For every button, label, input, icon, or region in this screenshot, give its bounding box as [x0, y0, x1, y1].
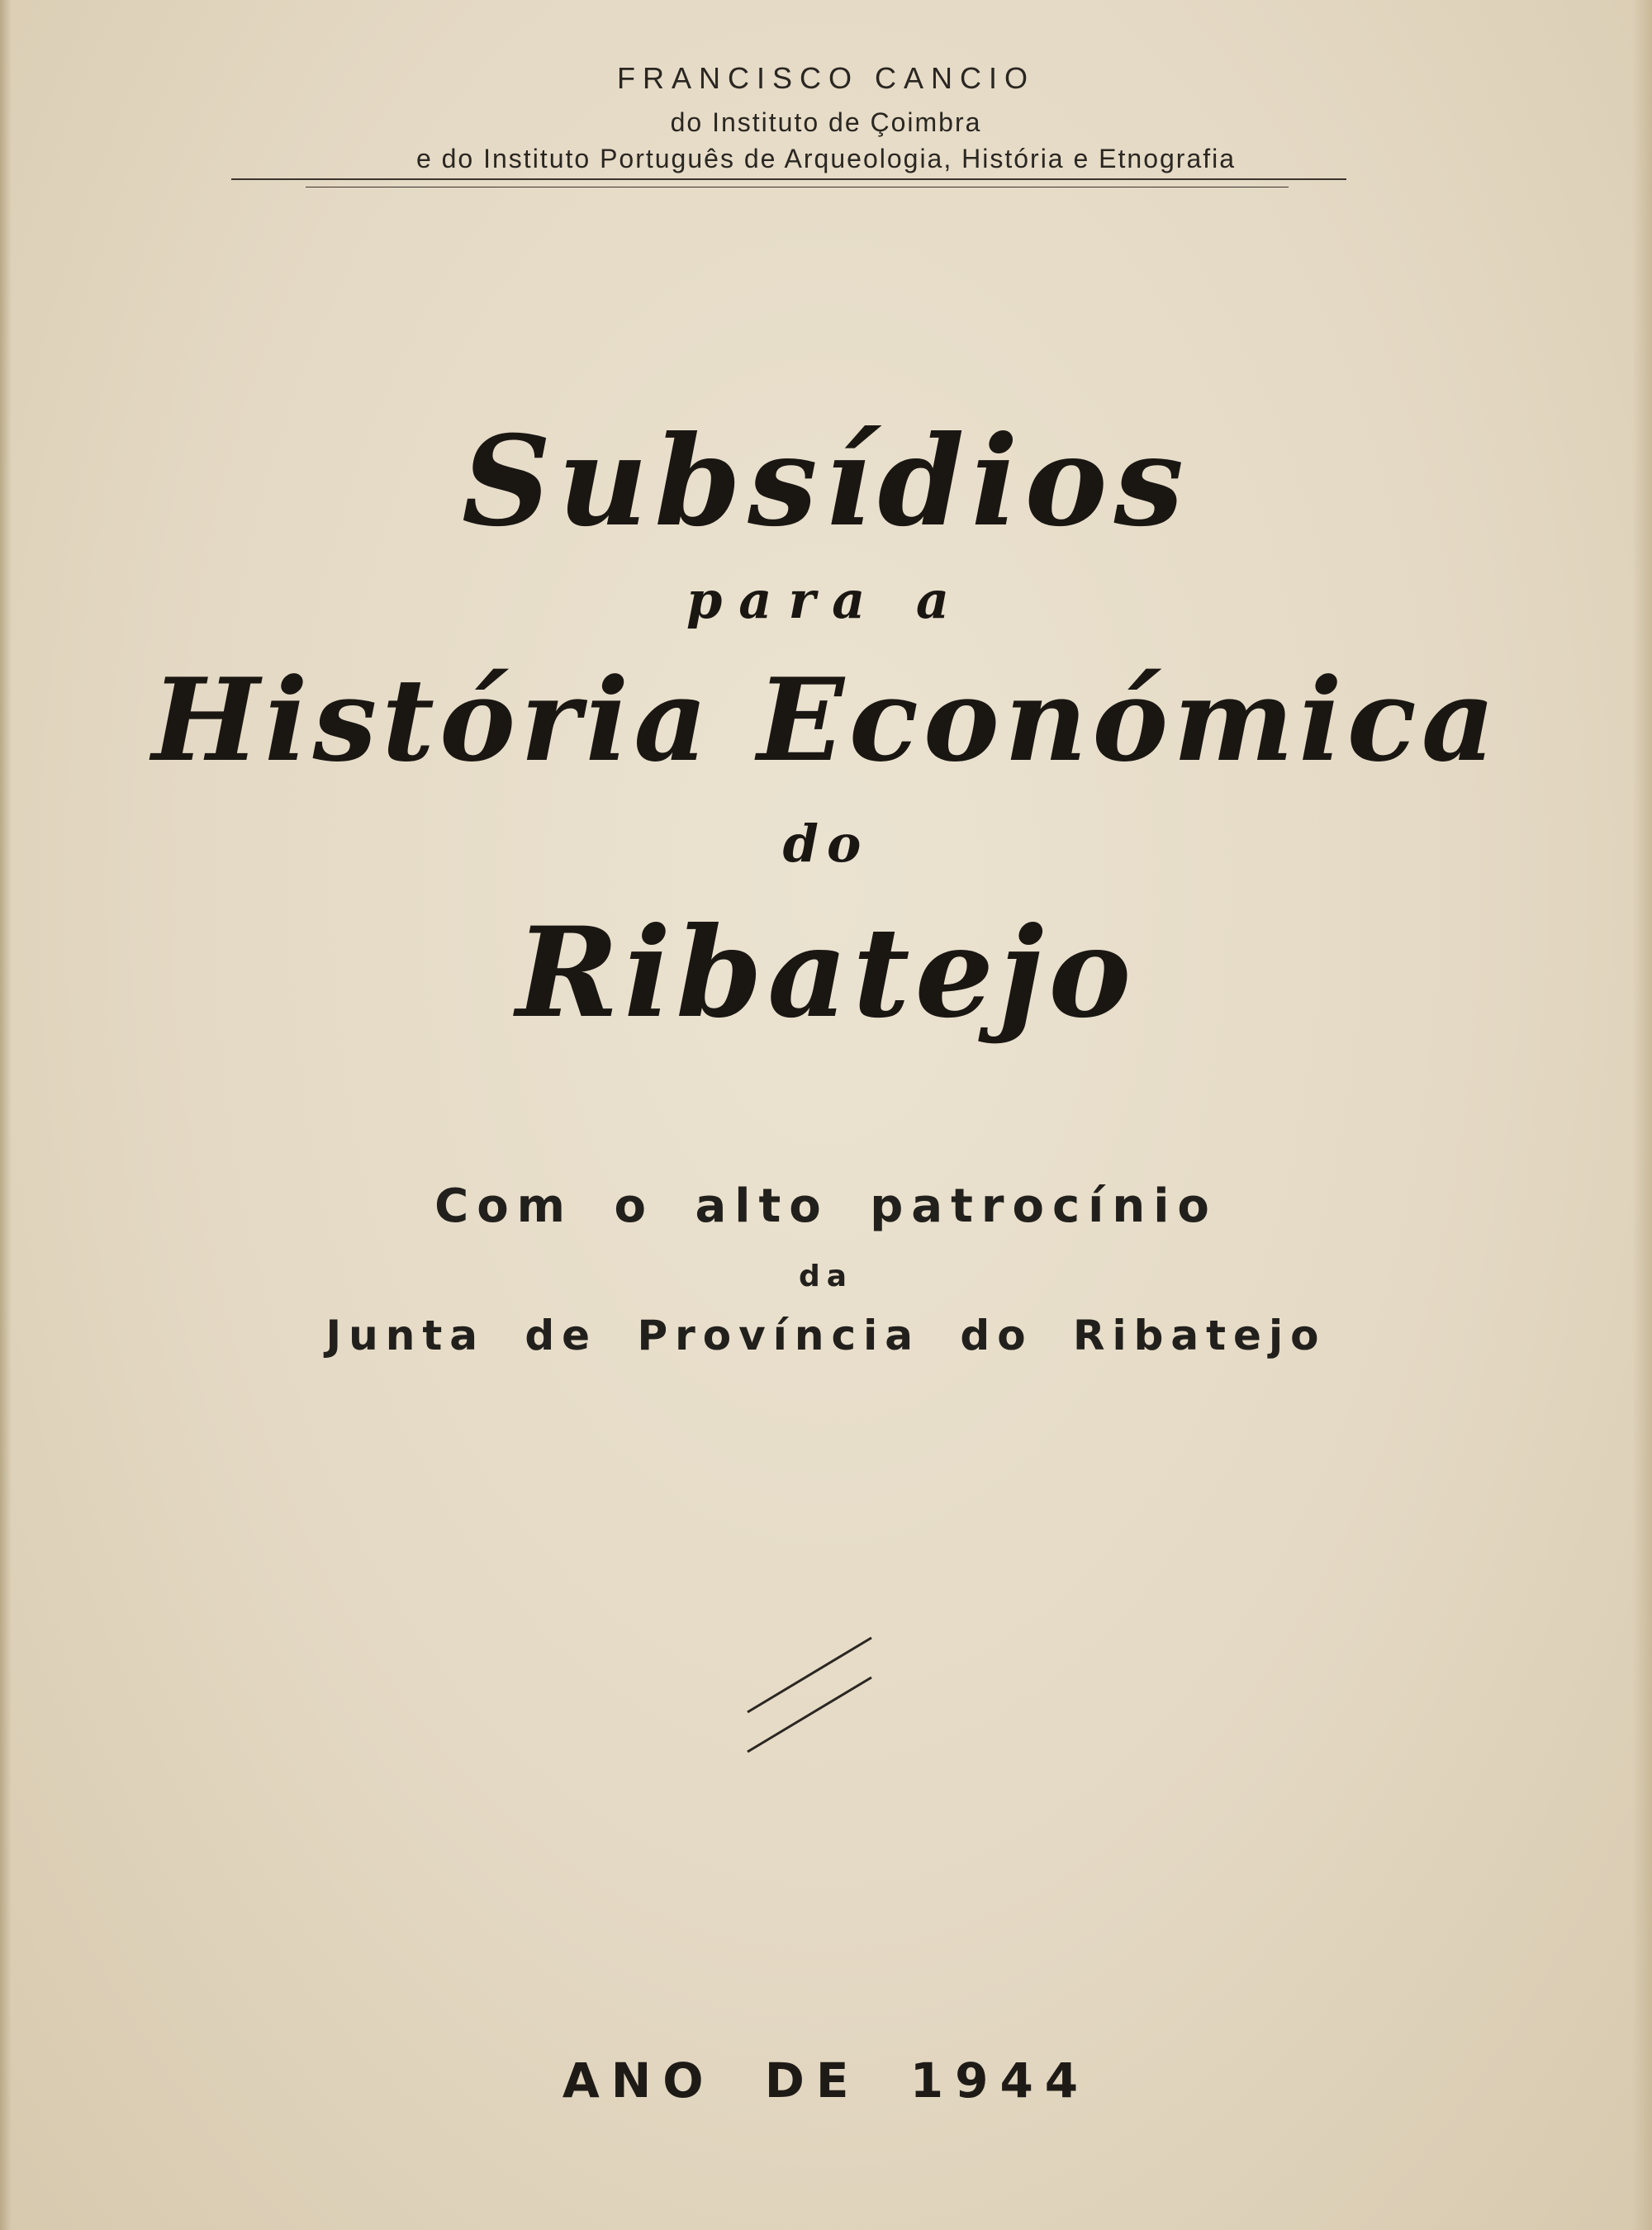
publication-year: ANO DE 1944 [562, 2052, 1090, 2109]
title-line-do: do [782, 814, 870, 874]
title-line-ribatejo: Ribatejo [515, 900, 1137, 1046]
sponsorship-line-2: da [798, 1260, 854, 1293]
affiliation-line-1: do Instituto de Çoimbra [670, 107, 982, 137]
title-line-para-a: para a [686, 570, 966, 630]
header-rule [231, 178, 1346, 180]
sponsorship-line-1: Com o alto patrocínio [434, 1179, 1218, 1233]
page-edge-left [0, 0, 12, 2230]
title-line-historia-economica: História Económica [151, 652, 1501, 787]
sponsorship-line-3: Junta de Província do Ribatejo [325, 1312, 1327, 1359]
affiliation-line-2: e do Instituto Português de Arqueologia, História e Etnografia [415, 144, 1237, 173]
page-edge-right [1632, 0, 1652, 2230]
title-line-subsidios: Subsídios [461, 409, 1191, 554]
double-slash-ornament-icon [739, 1623, 880, 1755]
author-name: FRANCISCO CANCIO [616, 61, 1036, 95]
